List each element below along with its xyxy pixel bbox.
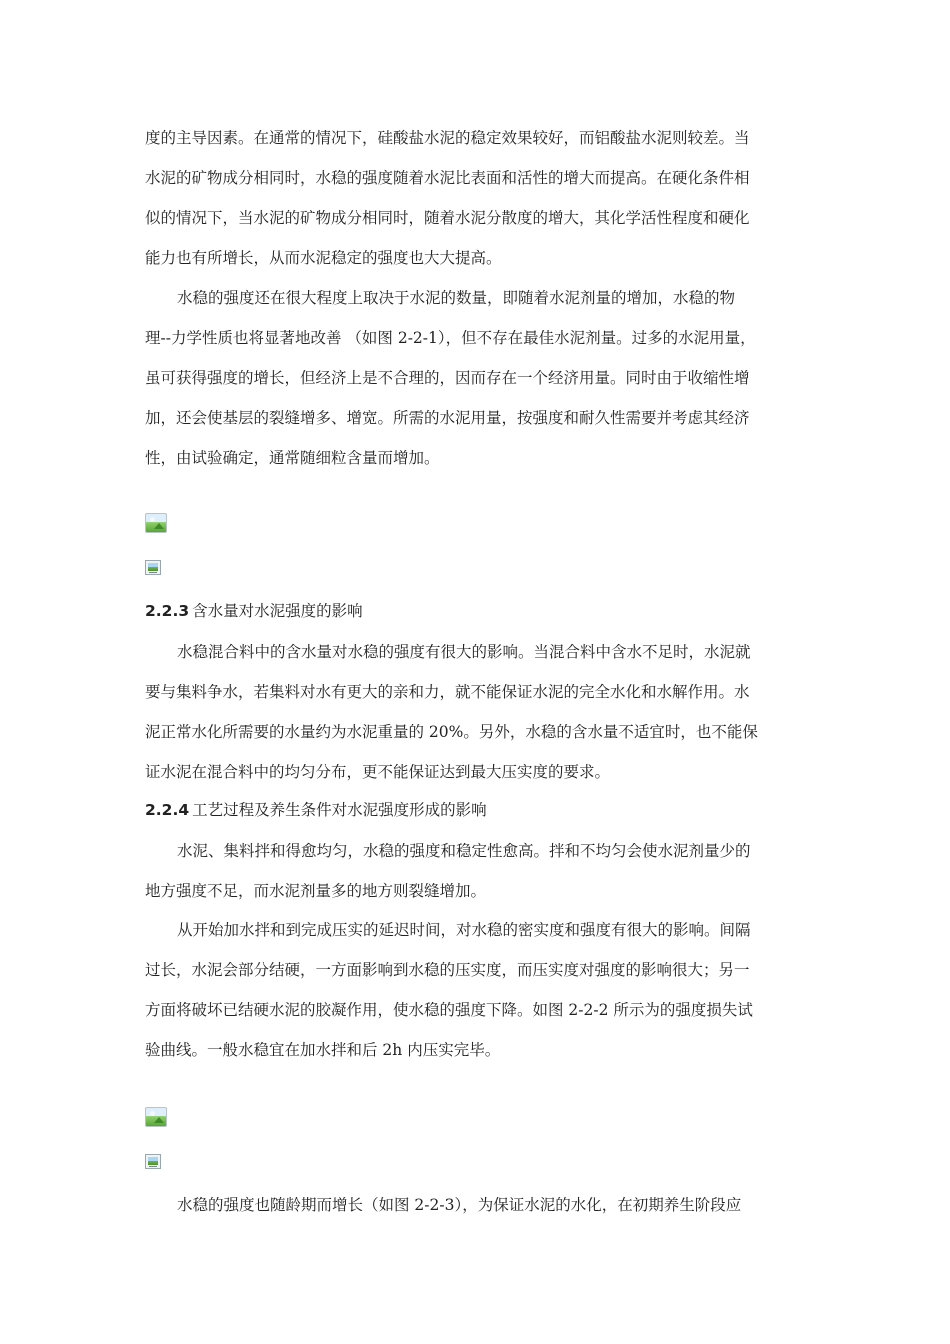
section-heading-2-2-4 bbox=[145, 800, 487, 820]
paragraph-line: 性，由试验确定，通常随细粒含量而增加。 bbox=[145, 449, 440, 467]
paragraph-line: 理--力学性质也将显著地改善 （如图 2-2-1），但不存在最佳水泥剂量。过多的水泥用量， bbox=[145, 329, 756, 347]
paragraph-line: 能力也有所增长，从而水泥稳定的强度也大大提高。 bbox=[145, 249, 502, 267]
paragraph-line: 从开始加水拌和到完成压实的延迟时间，对水稳的密实度和强度有很大的影响。间隔 bbox=[177, 921, 751, 939]
image-icon bbox=[145, 1107, 167, 1127]
broken-image-icon bbox=[145, 1154, 161, 1169]
paragraph-line: 加，还会使基层的裂缝增多、增宽。所需的水泥用量，按强度和耐久性需要并考虑其经济 bbox=[145, 409, 750, 427]
paragraph-line: 水泥、集料拌和得愈均匀，水稳的强度和稳定性愈高。拌和不均匀会使水泥剂量少的 bbox=[177, 842, 751, 860]
paragraph-line: 水稳的强度还在很大程度上取决于水泥的数量，即随着水泥剂量的增加，水稳的物 bbox=[177, 289, 736, 307]
paragraph-line: 验曲线。一般水稳宜在加水拌和后 2h 内压实完毕。 bbox=[145, 1041, 501, 1059]
paragraph-line: 虽可获得强度的增长，但经济上是不合理的，因而存在一个经济用量。同时由于收缩性增 bbox=[145, 369, 750, 387]
section-number: 2.2.4 bbox=[145, 801, 190, 819]
paragraph-line: 水稳混合料中的含水量对水稳的强度有很大的影响。当混合料中含水不足时，水泥就 bbox=[177, 643, 751, 661]
paragraph-line: 要与集料争水，若集料对水有更大的亲和力，就不能保证水泥的完全水化和水解作用。水 bbox=[145, 683, 750, 701]
section-heading-2-2-3 bbox=[145, 601, 363, 621]
paragraph-line: 地方强度不足，而水泥剂量多的地方则裂缝增加。 bbox=[145, 882, 487, 900]
paragraph-line: 方面将破坏已结硬水泥的胶凝作用，使水稳的强度下降。如图 2-2-2 所示为的强度损失试 bbox=[145, 1001, 753, 1019]
paragraph-line: 过长，水泥会部分结硬，一方面影响到水稳的压实度，而压实度对强度的影响很大；另一 bbox=[145, 961, 750, 979]
section-title: 含水量对水泥强度的影响 bbox=[192, 602, 363, 620]
paragraph-line: 证水泥在混合料中的均匀分布，更不能保证达到最大压实度的要求。 bbox=[145, 763, 611, 781]
broken-image-icon bbox=[145, 560, 161, 575]
section-title: 工艺过程及养生条件对水泥强度形成的影响 bbox=[192, 801, 487, 819]
paragraph-line: 水泥的矿物成分相同时，水稳的强度随着水泥比表面和活性的增大而提高。在硬化条件相 bbox=[145, 169, 750, 187]
paragraph-line: 泥正常水化所需要的水量约为水泥重量的 20%。另外，水稳的含水量不适宜时，也不能保 bbox=[145, 723, 758, 741]
section-number: 2.2.3 bbox=[145, 602, 190, 620]
paragraph-line: 度的主导因素。在通常的情况下，硅酸盐水泥的稳定效果较好，而铝酸盐水泥则较差。当 bbox=[145, 129, 750, 147]
image-icon bbox=[145, 513, 167, 533]
paragraph-line: 似的情况下，当水泥的矿物成分相同时，随着水泥分散度的增大，其化学活性程度和硬化 bbox=[145, 209, 750, 227]
paragraph-line: 水稳的强度也随龄期而增长（如图 2-2-3），为保证水泥的水化，在初期养生阶段应 bbox=[177, 1196, 742, 1214]
